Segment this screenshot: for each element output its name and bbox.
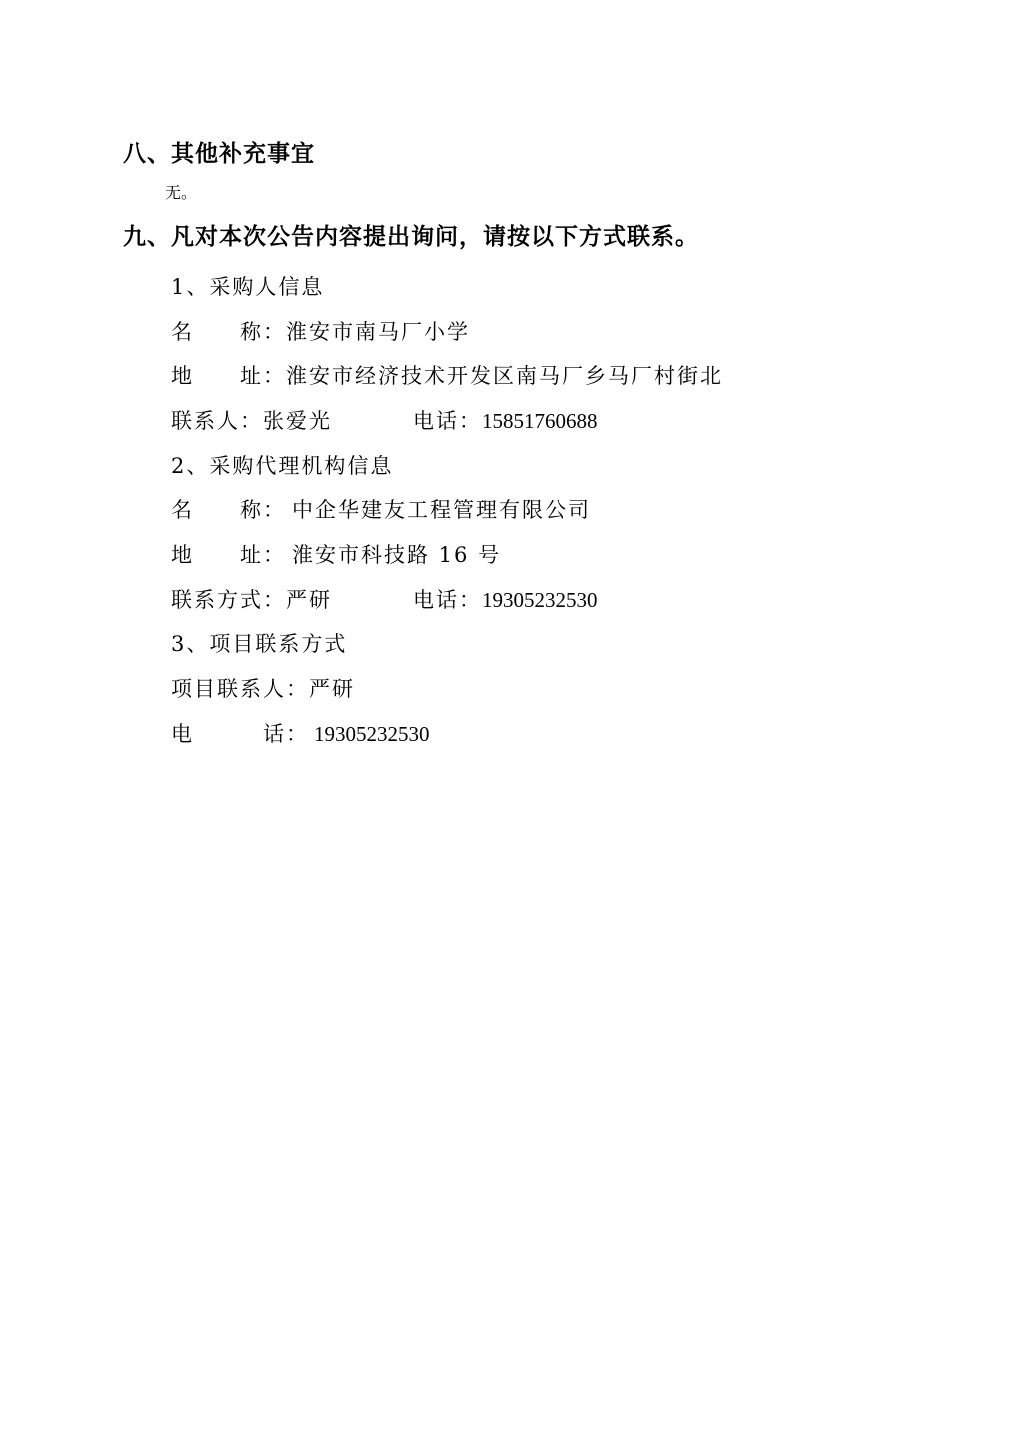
- agency-contact-label: 联系方式：: [171, 588, 286, 612]
- purchaser-name-label: 名 称：: [171, 320, 286, 344]
- agency-contact-row: [171, 584, 598, 614]
- project-phone-label: 电 话：: [171, 722, 309, 746]
- purchaser-address-label: 地 址：: [171, 364, 286, 388]
- purchaser-phone: 15851760688: [482, 409, 598, 433]
- agency-address: 淮安市科技路 16 号: [292, 543, 502, 567]
- agency-name-row: [171, 494, 591, 524]
- agency-phone: 19305232530: [482, 588, 598, 612]
- project-contact-row: [171, 673, 355, 703]
- purchaser-name: 淮安市南马厂小学: [286, 320, 470, 344]
- purchaser-contact-row: [171, 405, 598, 435]
- agency-title: 2、采购代理机构信息: [171, 454, 394, 478]
- agency-name-label: 名 称：: [171, 498, 286, 522]
- purchaser-contact-label: 联系人：: [171, 409, 263, 433]
- purchaser-contact-group: [171, 405, 413, 435]
- purchaser-address-row: [171, 360, 723, 390]
- agency-contact: 严研: [286, 588, 332, 612]
- section-8-heading: 八、其他补充事宜: [123, 140, 315, 167]
- project-phone-row: [171, 718, 430, 748]
- section-8-body: 无。: [165, 183, 198, 202]
- purchaser-name-row: [171, 316, 470, 346]
- agency-phone-label: 电话：: [413, 588, 482, 612]
- purchaser-contact: 张爱光: [263, 409, 332, 433]
- purchaser-phone-label: 电话：: [413, 409, 482, 433]
- project-contact-label: 项目联系人：: [171, 677, 309, 701]
- project-contact: 严研: [309, 677, 355, 701]
- agency-name: 中企华建友工程管理有限公司: [292, 498, 591, 522]
- project-title: 3、项目联系方式: [171, 632, 348, 656]
- purchaser-title: 1、采购人信息: [171, 275, 325, 299]
- agency-address-label: 地 址：: [171, 543, 286, 567]
- agency-address-row: [171, 539, 501, 569]
- section-9-heading: 九、凡对本次公告内容提出询问，请按以下方式联系。: [123, 223, 699, 250]
- agency-contact-group: [171, 584, 413, 614]
- purchaser-address: 淮安市经济技术开发区南马厂乡马厂村街北: [286, 364, 723, 388]
- project-phone: 19305232530: [314, 722, 430, 746]
